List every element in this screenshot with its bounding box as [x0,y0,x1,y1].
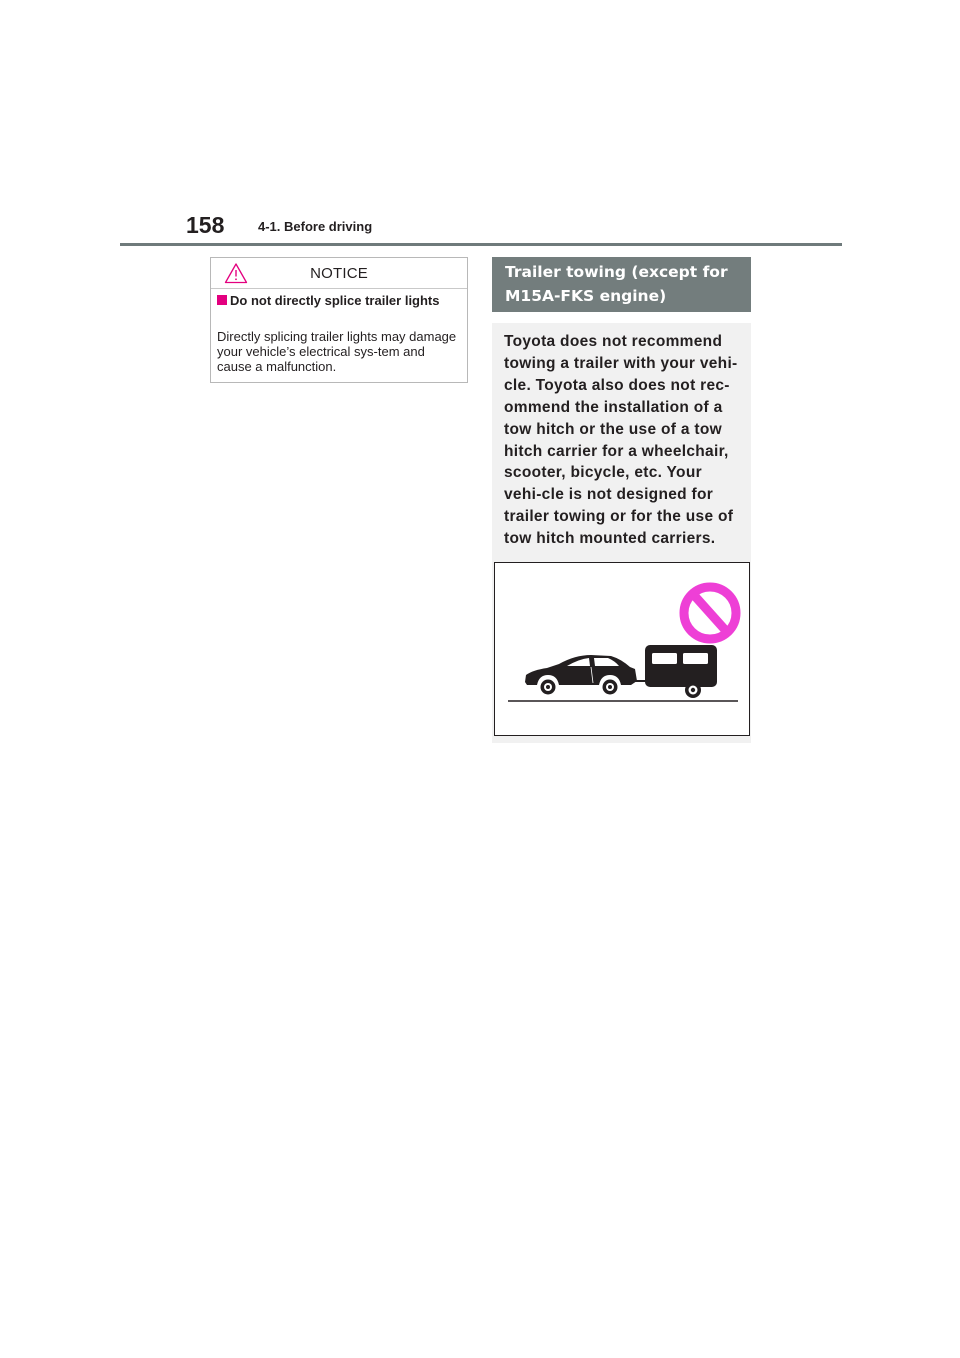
notice-header [211,258,467,289]
bullet-square-icon [217,295,227,305]
notice-body: Directly splicing trailer lights may damage your vehicle’s electrical sys-tem and cause a malfunction. [217,329,457,374]
notice-heading [217,293,463,308]
topic-panel [492,323,751,743]
section-title: 4-1. Before driving [258,219,373,234]
trailer-icon [645,645,717,698]
warning-triangle-icon [224,262,248,284]
notice-heading-text: Do not directly splice trailer lights [230,293,440,308]
notice-box [210,257,468,383]
car-icon [525,655,637,695]
topic-body: Toyota does not recommend towing a trailer with your vehi-cle. Toyota also does not rec-ommend the installation of a tow hitch or the use of a tow hitch carrier for a wheelchair, scooter, bicycle, etc. Your vehi-cle is not designed for trailer towing or for the use of tow hitch mounted carriers. [504,333,738,548]
notice-label: NOTICE [310,264,368,282]
prohibited-sign-icon [684,587,736,639]
topic-banner: Trailer towing (except for M15A-FKS engine) [492,257,751,312]
header-rule [120,243,842,246]
page-number: 158 [186,212,225,238]
towing-illustration [494,562,750,736]
